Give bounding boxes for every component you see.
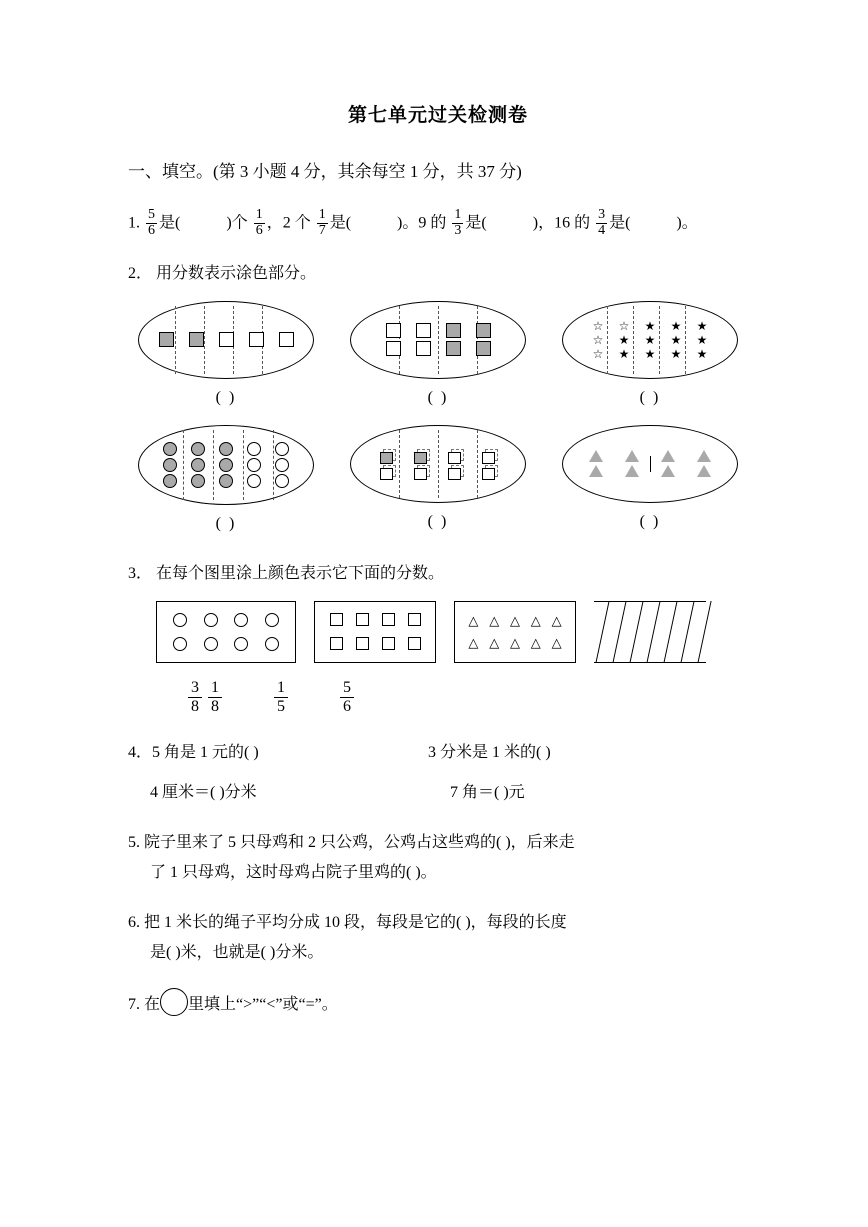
ellipse-shape: [350, 425, 526, 503]
q1-text-6: 是(: [465, 214, 487, 232]
question-5-line-2[interactable]: 了 1 只母鸡，这时母鸡占院子里鸡的( )。: [150, 864, 437, 882]
star-filled: ★: [670, 332, 682, 347]
question-4-line-1b[interactable]: 3 分米是 1 米的( ): [428, 744, 551, 762]
square-filled: [159, 332, 174, 347]
circle-empty: [247, 458, 261, 472]
star-filled: ★: [696, 346, 708, 361]
cube-empty: [482, 449, 496, 462]
triangle-filled: [589, 450, 603, 462]
question-7-text-pre: 在: [144, 996, 161, 1014]
circle-filled: [219, 458, 233, 472]
star-filled: ★: [618, 346, 630, 361]
triangle-empty: △: [551, 613, 562, 629]
triangle-filled: [625, 450, 639, 462]
circle-empty: [234, 613, 248, 627]
triangle-empty: △: [509, 635, 520, 651]
square-empty: [279, 332, 294, 347]
square-empty: [382, 637, 395, 650]
question-1-number: 1.: [128, 214, 140, 232]
q1-text-2: )个: [226, 214, 248, 232]
q1-text-3: ，2 个: [266, 214, 311, 232]
answer-blank[interactable]: ( ): [427, 388, 449, 406]
figure-squares-5: [128, 301, 324, 407]
circle-empty: [173, 637, 187, 651]
star-filled: ★: [696, 318, 708, 333]
star-empty: ☆: [592, 346, 604, 361]
question-6-number: 6.: [128, 914, 140, 932]
circle-filled: [191, 474, 205, 488]
ellipse-shape: [138, 425, 314, 505]
triangle-empty: △: [530, 613, 541, 629]
fraction-1-5: $\frac{1}{5}$: [274, 679, 288, 717]
square-empty: [356, 637, 369, 650]
question-6-line-1[interactable]: 把 1 米长的绳子平均分成 10 段，每段是它的( )，每段的长度: [144, 914, 567, 932]
figure-box-triangles[interactable]: [454, 601, 576, 663]
cube-empty: [414, 465, 428, 478]
circle-filled: [219, 442, 233, 456]
square-filled: [189, 332, 204, 347]
star-filled: ★: [696, 332, 708, 347]
circle-empty: [247, 474, 261, 488]
fraction-3-4: $\frac{3}{4}$: [598, 207, 606, 238]
triangle-filled: [697, 450, 711, 462]
figure-circles: [128, 425, 324, 533]
figure-box-circles[interactable]: [156, 601, 296, 663]
fraction-1-7: $\frac{1}{7}$: [318, 207, 326, 238]
square-empty: [386, 341, 401, 356]
square-empty: [408, 613, 421, 626]
page-title: 第七单元过关检测卷: [347, 105, 528, 126]
circle-filled: [191, 442, 205, 456]
square-empty: [330, 613, 343, 626]
fraction-5-6: $\frac{5}{6}$: [148, 207, 155, 238]
star-filled: ★: [670, 346, 682, 361]
square-empty: [416, 341, 431, 356]
question-3-text: 在每个图里涂上颜色表示它下面的分数。: [156, 564, 445, 582]
star-filled: ★: [644, 332, 656, 347]
star-filled: ★: [670, 318, 682, 333]
triangle-filled: [589, 465, 603, 477]
circle-filled: [163, 442, 177, 456]
square-filled: [476, 341, 491, 356]
fraction-1-6: $\frac{1}{6}$: [255, 207, 263, 238]
ellipse-shape: [562, 425, 738, 503]
square-filled: [476, 323, 491, 338]
circle-empty: [247, 442, 261, 456]
circle-empty: [173, 613, 187, 627]
section-heading-fill-in-blanks: 一、填空。(第 3 小题 4 分，其余每空 1 分，共 37 分): [128, 162, 522, 181]
circle-empty: [204, 637, 218, 651]
question-7: [128, 988, 748, 1020]
fraction-1-8: $\frac{1}{8}$: [208, 679, 222, 717]
star-empty: ☆: [592, 332, 604, 347]
star-filled: ★: [644, 346, 656, 361]
question-3-figures: [156, 601, 748, 663]
figure-stars: [552, 301, 748, 407]
question-2-figure-row-2: [128, 425, 748, 533]
star-empty: ☆: [618, 318, 630, 333]
triangle-filled: [697, 465, 711, 477]
cube-filled: [380, 449, 394, 462]
figure-box-bars[interactable]: [594, 601, 706, 663]
ellipse-shape: [138, 301, 314, 379]
question-3-number: 3．: [128, 564, 153, 582]
circle-empty: [275, 442, 289, 456]
square-empty: [416, 323, 431, 338]
triangle-empty: △: [468, 635, 479, 651]
question-7-number: 7.: [128, 996, 140, 1014]
circle-empty: [275, 474, 289, 488]
square-empty: [356, 613, 369, 626]
square-filled: [446, 323, 461, 338]
question-6: [128, 908, 748, 968]
cube-empty: [448, 449, 462, 462]
triangle-empty: △: [509, 613, 520, 629]
triangle-empty: △: [489, 635, 500, 651]
circle-filled: [163, 458, 177, 472]
fraction-3-8: $\frac{3}{8}$: [188, 679, 202, 717]
answer-blank[interactable]: ( ): [215, 514, 237, 532]
question-3: [128, 559, 748, 589]
cube-empty: [448, 465, 462, 478]
square-empty: [249, 332, 264, 347]
figure-squares-8: [340, 301, 536, 407]
figure-box-squares[interactable]: [314, 601, 436, 663]
question-7-text-post: 里填上“>”“<”或“=”。: [188, 996, 338, 1014]
question-4-line-1a[interactable]: 4．5 角是 1 元的( ): [128, 744, 259, 762]
square-empty: [219, 332, 234, 347]
square-empty: [382, 613, 395, 626]
question-2-text: 用分数表示涂色部分。: [156, 264, 317, 282]
question-2-number: 2．: [128, 264, 153, 282]
star-filled: ★: [644, 318, 656, 333]
circle-symbol-blank[interactable]: [160, 988, 188, 1016]
star-filled: ★: [618, 332, 630, 347]
figure-cubes: [340, 425, 536, 533]
q1-text-8: 是(: [609, 214, 631, 232]
cube-filled: [414, 449, 428, 462]
triangle-filled: [661, 450, 675, 462]
triangle-empty: △: [551, 635, 562, 651]
question-2: [128, 259, 748, 289]
fraction-1-3: $\frac{1}{3}$: [454, 207, 462, 238]
circle-empty: [204, 613, 218, 627]
figure-triangles: [552, 425, 748, 533]
answer-blank[interactable]: ( ): [215, 388, 237, 406]
question-3-fractions: [188, 679, 748, 717]
question-5: [128, 828, 748, 888]
square-empty: [386, 323, 401, 338]
circle-empty: [265, 637, 279, 651]
answer-blank[interactable]: ( ): [639, 512, 661, 530]
ellipse-shape: [562, 301, 738, 379]
cube-empty: [380, 465, 394, 478]
question-1: [128, 208, 748, 239]
circle-empty: [234, 637, 248, 651]
question-4-line-2b[interactable]: 7 角＝( )元: [450, 784, 525, 802]
triangle-filled: [661, 465, 675, 477]
question-4-number: 4．: [128, 744, 153, 762]
ellipse-shape: [350, 301, 526, 379]
answer-blank[interactable]: ( ): [427, 512, 449, 530]
triangle-empty: △: [530, 635, 541, 651]
q1-text-4: 是(: [329, 214, 352, 232]
triangle-filled: [625, 465, 639, 477]
triangle-empty: △: [489, 613, 500, 629]
circle-empty: [275, 458, 289, 472]
question-2-figure-row-1: [128, 301, 748, 407]
q1-text-7: )，16 的: [532, 214, 591, 232]
q1-text-1: 是(: [159, 214, 181, 232]
cube-empty: [482, 465, 496, 478]
circle-filled: [163, 474, 177, 488]
question-4: [128, 738, 748, 808]
circle-filled: [191, 458, 205, 472]
question-6-line-2[interactable]: 是( )米，也就是( )分米。: [150, 944, 324, 962]
square-filled: [446, 341, 461, 356]
star-empty: ☆: [592, 318, 604, 333]
page-content: [128, 100, 748, 1040]
square-empty: [330, 637, 343, 650]
question-5-line-1[interactable]: 院子里来了 5 只母鸡和 2 只公鸡，公鸡占这些鸡的( )，后来走: [144, 834, 575, 852]
square-empty: [408, 637, 421, 650]
fraction-5-6: $\frac{5}{6}$: [340, 679, 354, 717]
circle-empty: [265, 613, 279, 627]
circle-filled: [219, 474, 233, 488]
q1-text-9: )。: [676, 214, 698, 232]
question-4-line-2a[interactable]: 4 厘米＝( )分米: [150, 784, 257, 802]
question-5-number: 5.: [128, 834, 140, 852]
answer-blank[interactable]: ( ): [639, 388, 661, 406]
triangle-empty: △: [468, 613, 479, 629]
q1-text-5: )。9 的: [397, 214, 447, 232]
